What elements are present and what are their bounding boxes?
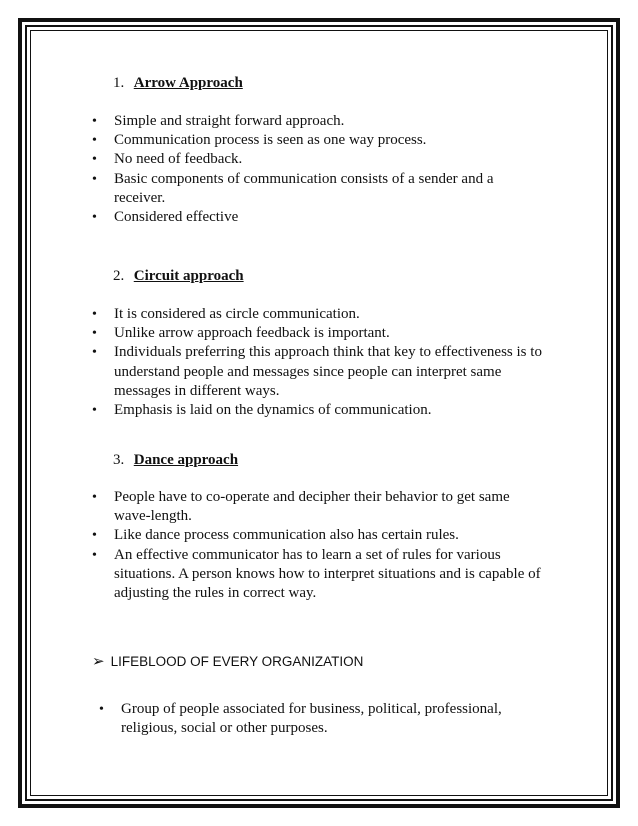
bullet-icon: • [92, 133, 97, 149]
bullet-icon: • [92, 152, 97, 168]
list-item: • Simple and straight forward approach. [0, 112, 544, 131]
lifeblood-list [0, 700, 551, 738]
circuit-approach-list [0, 305, 544, 420]
section-heading-circuit-approach [113, 267, 244, 285]
lifeblood-heading [92, 653, 363, 671]
section-number: 1. [113, 75, 125, 91]
arrow-approach-list [0, 112, 544, 227]
list-item: • People have to co-operate and decipher their behavior to get same wave-length. [92, 489, 510, 525]
bullet-icon: • [92, 547, 97, 563]
list-item: • Unlike arrow approach feedback is important. [0, 324, 544, 343]
bullet-icon: • [92, 490, 97, 505]
bullet-icon: • [92, 210, 97, 226]
list-item: • It is considered as circle communication. [0, 305, 544, 324]
list-item: • Like dance process communication also has certain rules. [0, 526, 544, 545]
bullet-icon: • [99, 702, 104, 717]
lifeblood-title: LIFEBLOOD OF EVERY ORGANIZATION [110, 654, 364, 669]
bullet-icon: • [92, 114, 97, 129]
section-number: 3. [113, 452, 125, 468]
list-item: • An effective communicator has to learn a set of rules for various situations. A person knows how to interpret situations and is capable of adjusting the rules in correct way. [92, 546, 541, 602]
list-item: • Individuals preferring this approach think that key to effectiveness is to understand people and messages since people can interpret same messages in different ways. [92, 344, 542, 399]
list-item: • Emphasis is laid on the dynamics of communication. [0, 401, 544, 420]
dance-approach-list [0, 488, 544, 603]
bullet-icon: • [92, 307, 97, 322]
bullet-icon: • [92, 345, 97, 361]
section-title: Dance approach [133, 452, 239, 468]
arrow-bullet-icon: ➢ [92, 653, 105, 670]
list-item: • Basic components of communication consists of a sender and a receiver. [92, 170, 494, 206]
list-item: • No need of feedback. [0, 150, 544, 169]
bullet-icon: • [92, 326, 97, 342]
section-heading-arrow-approach [113, 74, 243, 92]
section-heading-dance-approach [113, 451, 238, 469]
bullet-icon: • [92, 528, 97, 544]
section-title: Arrow Approach [133, 75, 243, 91]
section-number: 2. [113, 268, 125, 284]
bullet-icon: • [92, 403, 97, 419]
bullet-icon: • [92, 171, 97, 187]
list-item: • Communication process is seen as one way process. [0, 131, 544, 150]
list-item: • Group of people associated for business, political, professional, religious, social or other purposes. [99, 701, 502, 737]
section-title: Circuit approach [133, 268, 244, 284]
list-item: • Considered effective [0, 208, 544, 227]
